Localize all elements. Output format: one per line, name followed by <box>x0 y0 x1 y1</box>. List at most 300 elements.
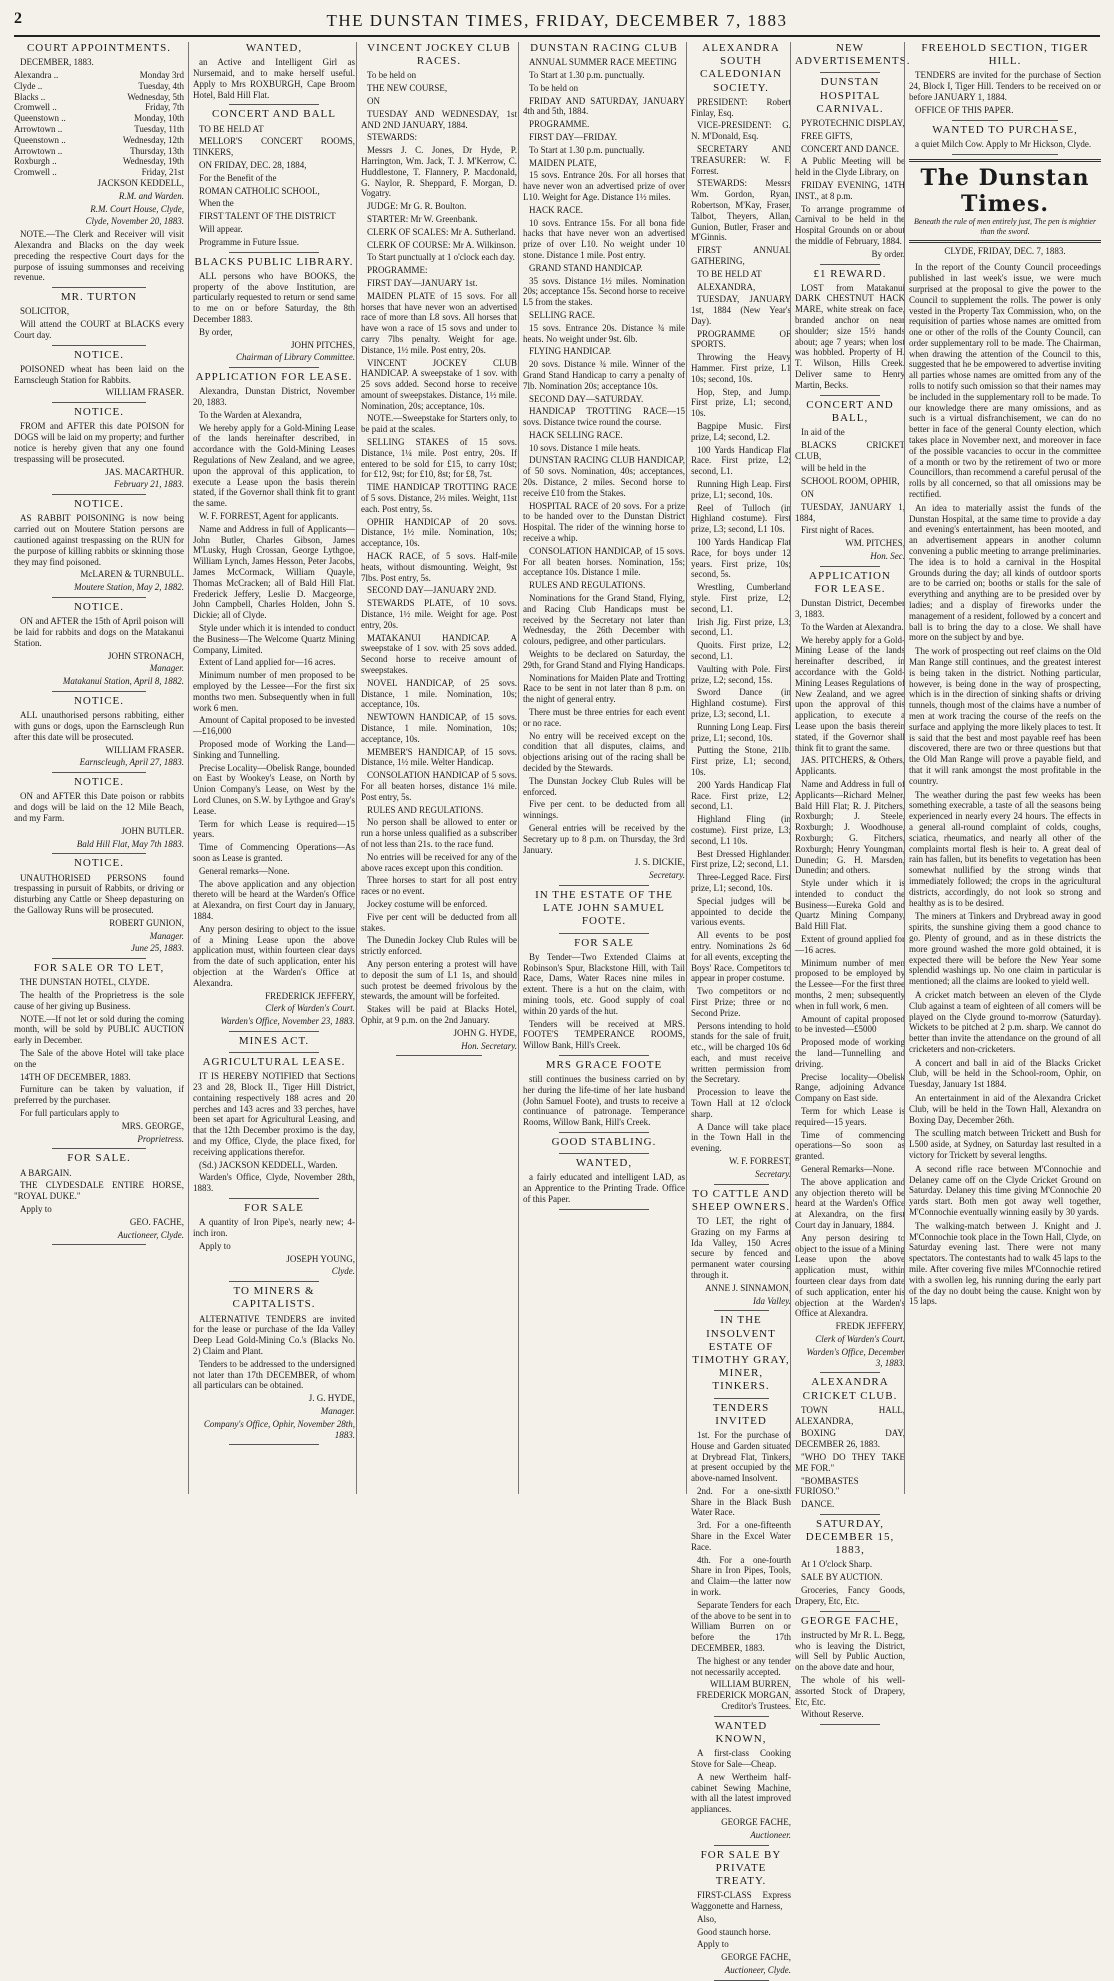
ad-text: FIRST DAY—FRIDAY. <box>529 131 618 142</box>
ad-text: Irish Jig. First prize, L3; second, L1. <box>691 616 791 638</box>
ad-text: POISONED wheat has been laid on the Earnscleugh Station for Rabbits. <box>14 363 184 385</box>
advertisement <box>523 1157 685 1210</box>
ad-heading: FOR SALE. <box>67 1152 131 1165</box>
ad-signature: June 25, 1883. <box>131 943 184 954</box>
ad-heading: GOOD STABLING. <box>551 1136 657 1149</box>
ad-heading: WANTED, <box>245 42 303 54</box>
ad-text: ANNUAL SUMMER RACE MEETING <box>529 57 677 68</box>
ad-signature: J. S. DICKIE, <box>634 857 685 868</box>
ad-list-place: Cromwell .. <box>14 102 57 113</box>
ad-list-date: Thursday, 13th <box>130 145 184 156</box>
ad-text: Groceries, Fancy Goods, Drapery, Etc, Etc. <box>795 1585 905 1606</box>
ad-text: Alexandra, Dunstan District, November 20, 1883. <box>193 386 355 408</box>
ad-text: "WHO DO THEY TAKE ME FOR." <box>795 1451 905 1473</box>
editorial-paragraph: The sculling match between Trickett and Bush for L500 aside, at Sydney, on Saturday last resulted in a victory for Trickett by several lengths. <box>909 1128 1101 1161</box>
ad-heading: GEORGE FACHE, <box>800 1614 900 1627</box>
ad-text: FROM and AFTER this date POISON for DOGS will be laid on my property; and further notice is hereby given that any one found trespassing will be prosecuted. <box>14 421 184 464</box>
ad-heading: NOTICE. <box>73 857 125 870</box>
ad-list-place: Queenstown .. <box>14 113 66 124</box>
ad-text: Apply to <box>697 1939 729 1950</box>
ad-signature: J. G. HYDE, <box>308 1393 355 1404</box>
ad-text: MELLOR'S CONCERT ROOMS, TINKERS, <box>193 136 355 158</box>
ad-signature: W. F. FORREST, <box>728 1156 791 1167</box>
ad-signature: Clyde, November 20, 1883. <box>85 216 184 227</box>
ad-text: DUNSTAN RACING CLUB HANDICAP, of 50 sovs. Nomination, 40s; acceptances, 20s. Distance, 2 miles. Second horse to receive £10 from the Stakes. <box>523 455 685 498</box>
ad-signature: McLAREN & TURNBULL. <box>80 569 184 580</box>
editorial-paragraph: A second rifle race between M'Connochie and Delaney came off on the Clyde Cricket Ground on Saturday. Delaney this time giving M'Connochie 20 yards start. Both men got away well together, M'Connochie eventually winning easily by 30 yards. <box>909 1163 1101 1218</box>
ad-text: Will appear. <box>199 223 243 234</box>
ad-list-date: Monday, 10th <box>134 113 184 124</box>
ad-heading: TO CATTLE AND SHEEP OWNERS. <box>691 1187 791 1213</box>
ad-text: CLERK OF COURSE: Mr A. Wilkinson. <box>367 239 516 250</box>
advertisement <box>691 42 791 1185</box>
ad-text: SOLICITOR, <box>20 306 70 317</box>
ad-text: TO LET, the right of Grazing on my Farms at Ida Valley, 150 Acres secure by fenced and permanent water coursing through it. <box>691 1216 791 1281</box>
ad-signature: Matakanui Station, April 8, 1882. <box>62 676 184 687</box>
advertisement <box>193 1035 355 1053</box>
ad-text: The Sale of the above Hotel will take place on the <box>14 1048 184 1069</box>
ad-signature: Chairman of Library Committee. <box>235 352 355 363</box>
advertisement <box>795 268 905 396</box>
ad-text: Any person entering a protest will have to deposit the sum of L1 1s, and should such protest be deemed frivolous by the stewards, the amount will be forfeited. <box>361 958 517 1002</box>
ad-text: Five per cent. to be deducted from all winnings. <box>523 799 685 821</box>
ad-text: SECRETARY AND TREASURER: W. F. Forrest. <box>691 143 791 176</box>
ad-list-row <box>14 135 184 146</box>
ad-text: The health of the Proprietress is the sole cause of her giving up Business. <box>14 990 184 1011</box>
ad-list-date: Wednesday, 19th <box>122 156 184 167</box>
ad-signature: WM. PITCHES, <box>845 538 905 549</box>
ad-signature: February 21, 1883. <box>114 479 184 490</box>
ad-heading: TENDERS INVITED <box>712 1401 770 1427</box>
ad-text: AS RABBIT POISONING is now being carried out on Moutere Station persons are cautioned against trespassing on the RUN for the purpose of killing rabbits or skinning those they may find poisoned. <box>14 513 184 567</box>
ad-text: CONCERT AND DANCE. <box>801 143 900 154</box>
ad-text: an Active and Intelligent Girl as Nursemaid, and to make herself useful. Apply to Mrs ROXBURGH, Cape Broom Hotel, Bald Hill Flat. <box>193 57 355 100</box>
ad-list-date: Tuesday, 4th <box>138 80 184 91</box>
ad-text: STEWARDS PLATE, of 10 sovs. Distance, 1½ mile. Weight for age. Post entry, 20s. <box>361 598 517 630</box>
ad-text: Amount of Capital proposed to be invested—£16,000 <box>193 715 355 737</box>
ad-text: Will attend the COURT at BLACKS every Court day. <box>14 319 184 340</box>
ad-text: The Dunstan Jockey Club Rules will be enforced. <box>523 775 685 797</box>
ad-text: Messrs J. C. Jones, Dr Hyde, P. Harrington, Wm. Jack, T. J. M'Kerrow, C. Huddlestone, T. Flannery, P. Macdonald, G. Naylor, R. Sheppard, F. Morgan, D. Vogatry. <box>361 145 517 199</box>
ad-text: Any person desiring to object to the issue of a Mining Lease upon the above application must, within fourteen clear days from date of such application, enter his objection at the Warden's Office at Alexandra. <box>795 1232 905 1319</box>
advertisement <box>14 776 184 854</box>
ad-text: By Tender—Two Extended Claims at Robinson's Spur, Blackstone Hill, with Tail Race, Dams, Water Races nine miles in extent. There is a hut on the claim, with mining tools, etc. Good supply of coal within 20 yards of the hut. <box>523 951 685 1016</box>
ad-list-row <box>14 124 184 135</box>
ad-text: ON and AFTER the 15th of April poison will be laid for rabbits and dogs on the Matakanui Station. <box>14 616 184 648</box>
ad-text: VICE-PRESIDENT: G. N. M'Donald, Esq. <box>691 120 791 142</box>
ad-text: TO BE HELD AT <box>697 268 762 279</box>
ad-heading: NOTICE. <box>73 694 125 707</box>
editorial-paragraph: The work of prospecting out reef claims on the Old Man Range still continues, and the greatest interest is being taken in the district. Nothing particular, however, is being done in the way of prospecting, which is in the direction of sinking shafts or driving tunnels, though most of the claims have a number of men at work tracing the course of the reefs on the surface and applying the more likely places to test. It is said that the best and most payable reef has been discovered, there are two or three questions but that the Old Man Range will prove a payable field, and that it will rank amongst the most profitable in the country. <box>909 646 1101 786</box>
ad-text: Running High Leap. First prize, L1; second, 10s. <box>691 479 791 500</box>
ad-signature: Bald Hill Flat, May 7th 1883. <box>76 838 184 849</box>
ad-text: A Dance will take place in the Town Hall in the evening. <box>691 1121 791 1154</box>
ad-text: Stakes will be paid at Blacks Hotel, Ophir, at 9 p.m. on the 2nd January. <box>361 1004 517 1025</box>
ad-heading: APPLICATION FOR LEASE. <box>809 569 891 595</box>
ad-text: BOXING DAY, DECEMBER 26, 1883. <box>795 1428 905 1450</box>
ad-list-row <box>14 113 184 124</box>
ad-text: No person shall be allowed to enter or run a horse unless qualified as a subscriber of not less than 21s. to the race fund. <box>361 817 517 849</box>
ad-text: Separate Tenders for each of the above to be sent in to William Burren on or before the 17th DECEMBER, 1883. <box>691 1599 791 1654</box>
ad-text: TIME HANDICAP TROTTING RACE of 5 sovs. Distance, 2½ miles. Weight, 11st each. Post entry, 5s. <box>361 482 517 514</box>
ad-text: Reel of Tulloch (in Highland costume). First prize, L3; second, L1 10s. <box>691 502 791 535</box>
advertisement <box>691 1720 791 1846</box>
ad-text: TOWN HALL, ALEXANDRA, <box>795 1404 905 1426</box>
banner-rule <box>909 240 1101 243</box>
ad-text: To Start at 1.30 p.m. punctually. <box>529 144 645 155</box>
ad-heading: NOTICE. <box>73 406 125 419</box>
ad-signature: MRS. GEORGE, <box>121 1120 184 1131</box>
ad-text: FIRST ANNUAL GATHERING, <box>691 245 791 266</box>
ad-text: RULES AND REGULATIONS. <box>367 804 484 815</box>
ad-text: 10 sovs. Distance 1 mile heats. <box>529 442 641 453</box>
ad-text: 14TH OF DECEMBER, 1883. <box>20 1071 131 1082</box>
ad-text: FIRST TALENT OF THE DISTRICT <box>199 211 336 222</box>
ad-heading: IN THE INSOLVENT ESTATE OF TIMOTHY GRAY, MINER, TINKERS. <box>692 1314 790 1393</box>
ad-list-row <box>14 146 184 157</box>
editorial-banner <box>909 159 1101 257</box>
ad-text: Precise Locality—Obelisk Range, bounded on East by Wookey's Lease, on North by Union Company's Lease, on West by the Lord Clunes, on S.W. by Lythgoe and Gray's Lease. <box>193 762 355 816</box>
ad-signature: ANNE J. SINNAMON, <box>704 1282 791 1293</box>
ad-text: Also, <box>697 1913 717 1924</box>
masthead <box>0 0 1114 40</box>
ad-signature: Clyde. <box>331 1266 355 1277</box>
ad-signature: Auctioneer, Clyde. <box>724 1964 791 1975</box>
ad-text: Special judges will be appointed to decide the various events. <box>691 895 791 928</box>
advertisement <box>523 1136 685 1154</box>
ad-text: RULES AND REGULATIONS. <box>529 580 646 591</box>
ad-text: LOST from Matakanui DARK CHESTNUT HACK MARE, white streak on face, branded anchor on near shoulder; size 15½ hands about; age 7 years; when lost was hobbled. Property of H. T. Wilson, Hills Creek. Deliver same to Henry Martin, Becks. <box>795 282 905 390</box>
ad-text: ROMAN CATHOLIC SCHOOL, <box>199 185 320 196</box>
ad-text: FIRST DAY—JANUARY 1st. <box>367 277 478 288</box>
ad-heading: COURT APPOINTMENTS. <box>26 42 172 54</box>
ad-text: To Start punctually at 1 o'clock each day. <box>367 252 515 263</box>
ad-list-row <box>14 167 184 178</box>
ad-list-place: Arrowtown .. <box>14 123 63 134</box>
ad-text: THE CLYDESDALE ENTIRE HORSE, "ROYAL DUKE." <box>14 1180 184 1202</box>
advertisement <box>691 1188 791 1312</box>
ad-text: 1st. For the purchase of House and Garden situated at Drybread Flat, Tinkers, at present occupied by the above-named Insolvent. <box>691 1429 791 1484</box>
ad-text: Precise locality—Obelisk Range, adjoining Advance Company on East side. <box>795 1071 905 1104</box>
ad-text: No entries will be received for any of the above races except upon this condition. <box>361 851 517 873</box>
advertisement <box>795 399 905 567</box>
ad-text: HANDICAP TROTTING RACE—15 sovs. Distance twice round the course. <box>523 406 685 428</box>
editorial-body <box>909 262 1101 1307</box>
masthead-title: THE DUNSTAN TIMES, FRIDAY, DECEMBER 7, 1883 <box>326 11 788 30</box>
advertisement <box>361 42 517 1056</box>
ad-text: CLERK OF SCALES: Mr A. Sutherland. <box>367 226 516 237</box>
ad-text: Name and Address in full of Applicants—Richard Melner, Bald Hill Flat; R. J. Pitchers, Roxburgh; J. Steele, Roxburgh; J. Woodhouse, Roxburgh; G. Fitchers, Roxburgh; Henry Youngman, Dunedin; G. H. Marsden, Dunedin; and others. <box>795 778 905 876</box>
editorial-paragraph: An entertainment in aid of the Alexandra Cricket Club, will be held in the Town Hall, Alexandra on Boxing Day, December 26th. <box>909 1093 1101 1125</box>
ad-heading: ALEXANDRA CRICKET CLUB. <box>802 1376 898 1402</box>
ad-list-place: Queenstown .. <box>14 134 66 145</box>
ad-text: We hereby apply for a Gold-Mining Lease of the lands hereinafter described, in accordance with the Gold-Mining Leases Regulations of New Zealand, and we agree upon the approval of this application, to execute a Lease upon the basis therein stated, if the Governor shall think fit to grant the same. <box>795 634 905 753</box>
advertisement <box>193 1056 355 1199</box>
ad-text: SALE BY AUCTION. <box>801 1572 883 1583</box>
ad-text: TO BE HELD AT <box>199 123 264 134</box>
ad-text: ALL unauthorised persons rabbiting, either with guns or dogs, upon the Earnscleugh Run after this date will be prosecuted. <box>14 710 184 742</box>
ad-text: Tenders to be addressed to the undersigned not later than 17th DECEMBER, of whom all particulars can be obtained. <box>193 1358 355 1391</box>
ad-text: instructed by Mr R. L. Begg, who is leaving the District, will Sell by Public Auction, on the above date and hour, <box>795 1629 905 1673</box>
ad-signature: JOHN G. HYDE, <box>453 1027 517 1038</box>
advertisement <box>14 349 184 404</box>
ad-text: 3rd. For a one-fifteenth Share in the Excel Water Race. <box>691 1520 791 1552</box>
advertisement <box>795 76 905 264</box>
ad-text: still continues the business carried on by her during the life-time of her late husband (John Samuel Foote), and trusts to receive a continuance of patronage. Temperance Rooms, Willow Bank, Hill's Creek. <box>523 1074 685 1128</box>
ad-text: STEWARDS: <box>367 132 418 143</box>
advertisement <box>691 1849 791 1981</box>
ad-heading: NOTICE. <box>73 601 125 614</box>
ad-signature: Secretary. <box>649 870 685 881</box>
ad-text: NEWTOWN HANDICAP, of 15 sovs. Distance, 1 mile. Nomination, 10s; acceptance, 10s. <box>361 712 517 744</box>
ad-signature: Manager. <box>320 1405 355 1416</box>
ad-text: General entries will be received by the Secretary up to 8 p.m. on Thursday, the 3rd January. <box>523 822 685 855</box>
advertisement <box>523 42 685 886</box>
ad-text: HACK RACE, of 5 sovs. Half-mile heats, without dismounting. Weight, 9st 7lbs. Post entry, 5s. <box>361 551 517 583</box>
ad-text: ON FRIDAY, DEC. 28, 1884, <box>199 159 307 170</box>
advertisement <box>14 857 184 959</box>
ad-text: At 1 O'clock Sharp. <box>801 1559 873 1570</box>
ad-text: Putting the Stone, 21lb. First prize, L1; second, 10s. <box>691 745 791 777</box>
ad-text: Throwing the Heavy Hammer. First prize, L1 10s; second, 10s. <box>691 352 791 384</box>
ad-heading: IN THE ESTATE OF THE LATE JOHN SAMUEL FOOTE. <box>535 888 673 928</box>
ad-text: By order, <box>199 326 233 337</box>
ad-heading: MINES ACT. <box>238 1034 310 1047</box>
advertisement <box>193 1202 355 1282</box>
ad-text: JAS. PITCHERS, & Others, Applicants. <box>795 755 905 777</box>
ad-signature: By order. <box>871 248 905 259</box>
ad-text: When the <box>199 198 234 209</box>
advertisement <box>523 937 685 1056</box>
ad-text: The highest or any tender not necessarily accepted. <box>691 1655 791 1677</box>
column-7 <box>904 42 1101 1494</box>
ad-text: Three horses to start for all post entry races or no event. <box>361 875 517 897</box>
ad-text: FRIDAY AND SATURDAY, JANUARY 4th and 5th, 1884. <box>523 95 685 117</box>
ad-text: Extent of Land applied for—16 acres. <box>199 657 336 668</box>
ad-list-date: Monday 3rd <box>139 69 184 80</box>
ad-text: FREE GIFTS, <box>801 130 853 141</box>
ad-signature: WILLIAM BURREN, FREDERICK MORGAN, Creditor's Trustees. <box>696 1679 791 1712</box>
ad-text: In aid of the <box>801 427 845 438</box>
ad-text: A BARGAIN. <box>20 1167 72 1178</box>
advertisement <box>14 601 184 692</box>
ad-text: HACK RACE. <box>529 204 584 215</box>
ad-text: A first-class Cooking Stove for Sale—Cheap. <box>691 1748 791 1769</box>
column-5 <box>686 42 791 1975</box>
ad-signature: Manager. <box>149 663 184 674</box>
ad-signature: Clerk of Warden's Court. <box>265 1003 355 1014</box>
masthead-rule <box>14 35 1100 37</box>
ad-text: SELLING RACE. <box>529 309 595 320</box>
ad-signature: JOSEPH YOUNG, <box>286 1253 355 1264</box>
ad-text: Weights to be declared on Saturday, the 29th, for Grand Stand and Flying Handicaps. <box>523 649 685 670</box>
ad-text: Five per cent will be deducted from all stakes. <box>361 911 517 933</box>
ad-heading: ALEXANDRA SOUTH CALEDONIAN SOCIETY. <box>699 42 783 94</box>
ad-text: Dunstan District, December 3, 1883. <box>795 598 905 619</box>
ad-heading: APPLICATION FOR LEASE. <box>195 371 353 384</box>
ad-text: THE NEW COURSE, <box>367 83 448 94</box>
ad-signature: JAS. MACARTHUR. <box>105 466 184 477</box>
ad-text: Proposed mode of working the land—Tunnelling and driving. <box>795 1037 905 1069</box>
ad-text: A new Wertheim half-cabinet Sewing Machine, with all the latest improved appliances. <box>691 1771 791 1815</box>
ad-text: No entry will be received except on the condition that all disputes, claims, and objections arising out of the racing shall be decided by the Stewards. <box>523 730 685 773</box>
ad-text: 4th. For a one-fourth Share in Iron Pipes, Tools, and Claim—the latter now in work. <box>691 1554 791 1598</box>
ad-text: Without Reserve. <box>801 1709 864 1720</box>
ad-text: TUESDAY, JANUARY 1st, 1884 (New Year's Day). <box>691 294 791 326</box>
ad-text: MAIDEN PLATE of 15 sovs. For all horses that have never won an advertised race of more than L8 sovs. All horses that have won a race of 15 sovs and under to carry 7lbs penalty. Weight for age. Distance, 1½ mile. Post entry, 20s. <box>361 290 517 355</box>
ad-signature: WILLIAM FRASER. <box>105 744 184 755</box>
ad-heading: CONCERT AND BALL <box>212 108 336 121</box>
ad-text: 10 sovs. Entrance 15s. For all bona fide hacks that have never won an advertised prize of over L10. No weight under 10 stone. Distance 1 mile. Post entry. <box>523 217 685 260</box>
ad-heading: DUNSTAN RACING CLUB <box>530 42 678 54</box>
banner-motto: Beneath the rule of men entirely just, The pen is mightier than the sword. <box>913 217 1097 236</box>
ad-text: a quiet Milch Cow. Apply to Mr Hickson, Clyde. <box>915 138 1092 149</box>
ad-heading: NOTICE. <box>73 348 125 361</box>
ad-text: Furniture can be taken by valuation, if preferred by the purchaser. <box>14 1084 184 1106</box>
ad-text: To be held on <box>529 82 579 93</box>
advertisement <box>193 371 355 1032</box>
ad-heading: WANTED KNOWN, <box>714 1719 768 1746</box>
ad-text: FIRST-CLASS Express Waggonette and Harness, <box>691 1890 791 1911</box>
ad-text: For the Benefit of the <box>199 172 277 183</box>
ad-text: To Start at 1.30 p.m. punctually. <box>529 69 645 80</box>
ad-signature: GEO. FACHE, <box>129 1216 184 1227</box>
ad-text: Programme in Future Issue. <box>199 236 299 247</box>
ad-text: Persons intending to hold stands for the sale of fruit, etc., will be charged 10s 6d each, and must receive written permission from the Secretary. <box>691 1020 791 1085</box>
advertisement <box>523 1059 685 1133</box>
ad-text: Extent of ground applied for—16 acres. <box>795 934 905 955</box>
ad-text: Best Dressed Highlander. First prize, L2; second, L1. <box>691 848 791 870</box>
ad-text: The above application and any objection thereto will be heard at the Warden's Office at Alexandra, on first Court day in January, 1884. <box>193 878 355 921</box>
ad-text: For full particulars apply to <box>20 1108 119 1119</box>
ad-heading: CONCERT AND BALL, <box>806 398 894 424</box>
column-6 <box>790 42 911 1720</box>
ad-list-place: Blacks .. <box>14 91 46 102</box>
ad-text: "BOMBASTES FURIOSO." <box>795 1475 859 1497</box>
editorial-paragraph: A cricket match between an eleven of the Clyde Club against a team of eighteen of all comers will be played on the Clyde ground to-morrow (Saturday). Wickets to be pitched at 2 p.m. sharp. We cannot do better than invite the attendance on the ground of all cricketers and non-cricketers. <box>909 989 1101 1054</box>
ad-heading: NOTICE. <box>73 776 125 789</box>
ad-text: FRIDAY EVENING, 14TH INST., at 8 p.m. <box>795 179 905 201</box>
ad-signature: Auctioneer. <box>750 1829 791 1840</box>
ad-text: TUESDAY AND WEDNESDAY, 1st AND 2ND JANUARY, 1884. <box>361 108 517 130</box>
advertisement <box>523 889 685 934</box>
ad-signature: R.M. and Warden. <box>118 190 184 201</box>
ad-text: 15 sovs. Entrance 20s. For all horses that have never won an advertised prize of over L10. Weight for Age. Distance 1½ miles. <box>523 170 685 202</box>
ad-text: To the Warden at Alexandra. <box>801 621 904 632</box>
ad-text: Two competitors or no First Prize; three or no Second Prize. <box>691 986 791 1018</box>
ad-text: DANCE. <box>801 1499 835 1510</box>
ad-text: (Sd.) JACKSON KEDDELL, Warden. <box>199 1159 338 1170</box>
ad-signature: Secretary. <box>755 1168 791 1179</box>
ad-text: PROGRAMME OF SPORTS. <box>691 328 791 350</box>
advertisement <box>193 108 355 252</box>
advertisement <box>14 1152 184 1245</box>
ad-text: STEWARDS: Messrs Wm. Gordon, Ryan, Robertson, M'Kay, Fraser, Talbot, Theyers, Allan, Gunion, Butler, Fraser and M'Ginnis. <box>691 178 791 243</box>
ad-text: DECEMBER, 1883. <box>20 57 94 68</box>
ad-heading: MRS GRACE FOOTE <box>545 1058 663 1071</box>
ad-list-place: Roxburgh .. <box>14 156 57 167</box>
ad-text: a fairly educated and intelligent LAD, as an Apprentice to the Printing Trade. Office of this Paper. <box>523 1172 685 1205</box>
advertisement <box>795 570 905 1374</box>
ad-signature: ROBERT GUNION, <box>109 917 184 928</box>
ad-text: Wrestling, Cumberland style. First prize, L2; second, L1. <box>691 582 791 614</box>
ad-text: JUDGE: Mr G. R. Boulton. <box>367 201 467 212</box>
ad-text: A quantity of Iron Pipe's, nearly new; 4-inch iron. <box>193 1217 355 1239</box>
ad-heading: FREEHOLD SECTION, TIGER HILL. <box>921 42 1089 68</box>
advertisement <box>14 42 184 288</box>
ad-text: 35 sovs. Distance 1½ miles. Nomination 20s; acceptance 15s. Second horse to receive L5 from the stakes. <box>523 275 685 308</box>
ad-text: ALTERNATIVE TENDERS are invited for the lease or purchase of the Ida Valley Deep Lead Gold-Mining Co.'s (Blacks No. 2) Claim and Plant. <box>193 1313 355 1356</box>
ad-list-place: Clyde .. <box>14 80 43 91</box>
column-2 <box>188 42 355 1494</box>
ad-text: Good staunch horse. <box>697 1926 771 1937</box>
ad-text: 100 Yards Handicap Flat Race, for boys under 12 years. First prize, 10s; second, 5s. <box>691 537 791 580</box>
ad-text: OFFICE OF THIS PAPER. <box>915 104 1014 115</box>
ad-text: 200 Yards Handicap Flat Race. First prize, L2; second, L1. <box>691 779 791 812</box>
ad-text: All events to be post entry. Nominations 2s 6d for all events, excepting the Boys' Race. Competitors to appear in proper costume. <box>691 930 791 984</box>
ad-list-date: Friday, 21st <box>141 167 184 178</box>
ad-text: will be held in the <box>801 463 866 474</box>
ad-list-place: Cromwell .. <box>14 167 57 178</box>
ad-heading: WANTED TO PURCHASE, <box>932 123 1078 136</box>
ad-text: Jockey costume will be enforced. <box>367 898 488 909</box>
ad-text: FLYING HANDICAP. <box>529 346 612 357</box>
ad-signature: FREDK JEFFERY, <box>835 1321 905 1332</box>
ad-signature: Ida Valley. <box>753 1295 791 1306</box>
ad-text: Minimum number of men proposed to be employed by the Lessee—For the first three months, 2 men; subsequently when in full work, 6 men. <box>795 957 905 1011</box>
advertisement <box>691 1314 791 1398</box>
ad-text: The whole of his well-assorted Stock of Drapery, Etc, Etc. <box>795 1675 905 1707</box>
ad-text: UNAUTHORISED PERSONS found trespassing in pursuit of Rabbits, or driving or disturbing any Cattle or Sheep depasturing on the Galloway Runs will be prosecuted. <box>14 872 184 915</box>
ad-heading: FOR SALE OR TO LET, <box>33 962 165 975</box>
ad-list-row <box>14 81 184 92</box>
advertisement <box>795 1615 905 1726</box>
ad-heading: NEW ADVERTISEMENTS. <box>795 42 911 68</box>
advertisement <box>14 291 184 346</box>
ad-text: TUESDAY, JANUARY 1, 1884, <box>795 501 905 523</box>
ad-text: General Remarks—None. <box>801 1164 895 1175</box>
ad-text: BLACKS CRICKET CLUB, <box>795 439 905 461</box>
ad-text: General remarks—None. <box>199 865 290 876</box>
advertisement <box>691 1402 791 1717</box>
ad-list-date: Wednesday, 5th <box>127 91 184 102</box>
page-number: 2 <box>14 10 22 27</box>
ad-text: NOTE.—If not let or sold during the coming month, will be sold by PUBLIC AUCTION early in December. <box>14 1013 184 1046</box>
ad-text: To arrange programme of Carnival to be held in the Hospital Grounds on or about the middle of February, 1884. <box>795 203 905 246</box>
ad-text: To be held on <box>367 70 417 81</box>
ad-heading: VINCENT JOCKEY CLUB RACES. <box>367 42 511 68</box>
ad-signature: WILLIAM FRASER. <box>105 387 184 398</box>
column-4 <box>518 42 685 1494</box>
ad-text: Bagpipe Music. First prize, L4; second, L2. <box>691 421 791 442</box>
ad-heading: MR. TURTON <box>60 291 138 304</box>
banner-title: The Dunstan Times. <box>920 164 1090 217</box>
editorial-paragraph: A concert and ball in aid of the Blacks Cricket Club, will be held in the School-room, Ophir, on Tuesday, January 1st 1884. <box>909 1057 1101 1090</box>
ad-text: The Dunedin Jockey Club Rules will be strictly enforced. <box>361 935 517 957</box>
column-3 <box>356 42 517 1494</box>
ad-text: Nominations for Maiden Plate and Trotting Race to be sent in not later than 8 p.m. on the night of general entry. <box>523 672 685 705</box>
column-1 <box>14 42 184 1494</box>
ad-text: Three-Legged Race. First prize, L1; second, 10s. <box>691 872 791 893</box>
ad-text: Nominations for the Grand Stand, Flying, and Racing Club Handicaps must be received by the Secretary not later than Wednesday, the 26th December with colours, pedigree, and other particulars. <box>523 593 685 647</box>
ad-text: HACK SELLING RACE. <box>529 429 623 440</box>
ad-signature: JACKSON KEDDELL, <box>97 177 184 188</box>
ad-signature: Manager. <box>149 930 184 941</box>
ad-text: STARTER: Mr W. Greenbank. <box>367 213 478 224</box>
ad-signature: GEORGE FACHE, <box>721 1816 791 1827</box>
editorial-dateline: CLYDE, FRIDAY, DEC. 7, 1883. <box>944 245 1066 256</box>
ad-heading: £1 REWARD. <box>813 267 887 280</box>
